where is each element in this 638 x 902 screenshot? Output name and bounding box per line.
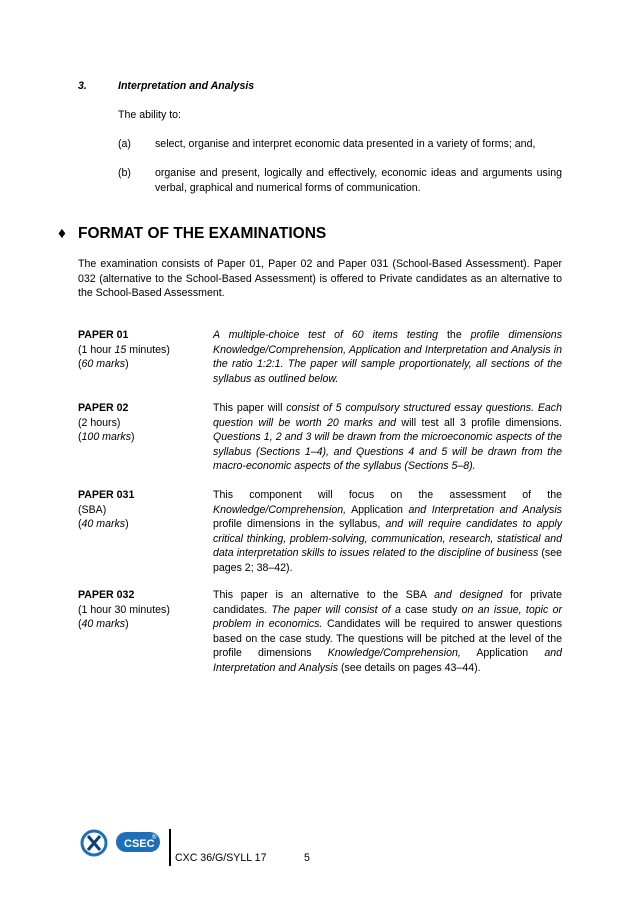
item-text-a: select, organise and interpret economic data presented in a variety of forms; and, (155, 138, 536, 150)
logo-reg: ® (152, 835, 157, 841)
item-text-b: organise and present, logically and effectively, economic ideas and arguments using verbal, graphical and numerical forms of communication. (155, 167, 562, 194)
section-number: 3. (78, 80, 87, 92)
cxc-logo-icon (80, 827, 165, 859)
paper-duration: (1 hour 30 minutes) (78, 603, 170, 616)
logo-text: CSEC (124, 838, 155, 850)
paper-duration: (1 hour 15 minutes) (78, 343, 170, 356)
paper-name: PAPER 02 (78, 402, 129, 414)
paper-duration: (2 hours) (78, 416, 121, 429)
cxc-csec-logo (80, 827, 165, 859)
format-intro: The examination consists of Paper 01, Paper 02 and Paper 031 (School-Based Assessment). Paper 032 (alternative to the School-Based Assessment) is offered to Private candidates as an alternative to the School-Based Assessment. (78, 258, 562, 300)
paper-032-description: This paper is an alternative to the SBA and designed for private candidates. The paper will consist of a case study on an issue, topic or problem in economics. Candidates will be required to answer questions based on the case study. The questions will be pitched at the level of the profile dimensions Knowledge/Comprehension, Application and Interpretation and Analysis (see details on pages 43–44). (213, 589, 563, 674)
paper-marks: (60 marks) (78, 358, 129, 371)
item-label-a: (a) (118, 138, 131, 150)
paper-031-meta (78, 488, 203, 532)
paper-marks: (40 marks) (78, 618, 129, 631)
page-number: 5 (304, 852, 310, 864)
paper-01-meta (78, 328, 203, 372)
paper-name: PAPER 031 (78, 489, 135, 501)
item-label-b: (b) (118, 167, 131, 179)
paper-032-meta (78, 588, 203, 632)
paper-name: PAPER 01 (78, 329, 129, 341)
paper-duration: (SBA) (78, 503, 107, 516)
paper-02-description: This paper will consist of 5 compulsory structured essay questions. Each question will be worth 20 marks and will test all 3 profile dimensions. Questions 1, 2 and 3 will be drawn from the microeconomic aspects of the syllabus (Sections 1–4), and Questions 4 and 5 will be drawn from the macro-economic aspects of the syllabus (Sections 5–8). (213, 402, 562, 473)
paper-marks: (100 marks) (78, 431, 135, 444)
footer-code: CXC 36/G/SYLL 17 (175, 852, 267, 864)
paper-name: PAPER 032 (78, 589, 135, 601)
format-heading (58, 224, 326, 244)
section-intro: The ability to: (118, 109, 182, 121)
paper-01-description: A multiple-choice test of 60 items testing the profile dimensions Knowledge/Comprehension, Application and Interpretation and Analysis in the ratio 1:2:1. The paper will sample proportionately, all sections of the syllabus as outlined below. (213, 329, 562, 385)
section-title: Interpretation and Analysis (118, 80, 255, 92)
paper-marks: (40 marks) (78, 518, 129, 531)
paper-031-description: This component will focus on the assessment of the Knowledge/Comprehension, Application and Interpretation and Analysis profile dimensions in the syllabus, and will require candidates to apply critical thinking, problem-solving, communication, research, statistical and data interpretation skills to issues related to the discipline of business (see pages 2; 38–42). (213, 489, 563, 574)
diamond-bullet-icon: ♦ (58, 225, 66, 242)
footer-divider (169, 829, 171, 866)
format-heading-text: FORMAT OF THE EXAMINATIONS (78, 225, 327, 242)
paper-02-meta (78, 401, 203, 445)
